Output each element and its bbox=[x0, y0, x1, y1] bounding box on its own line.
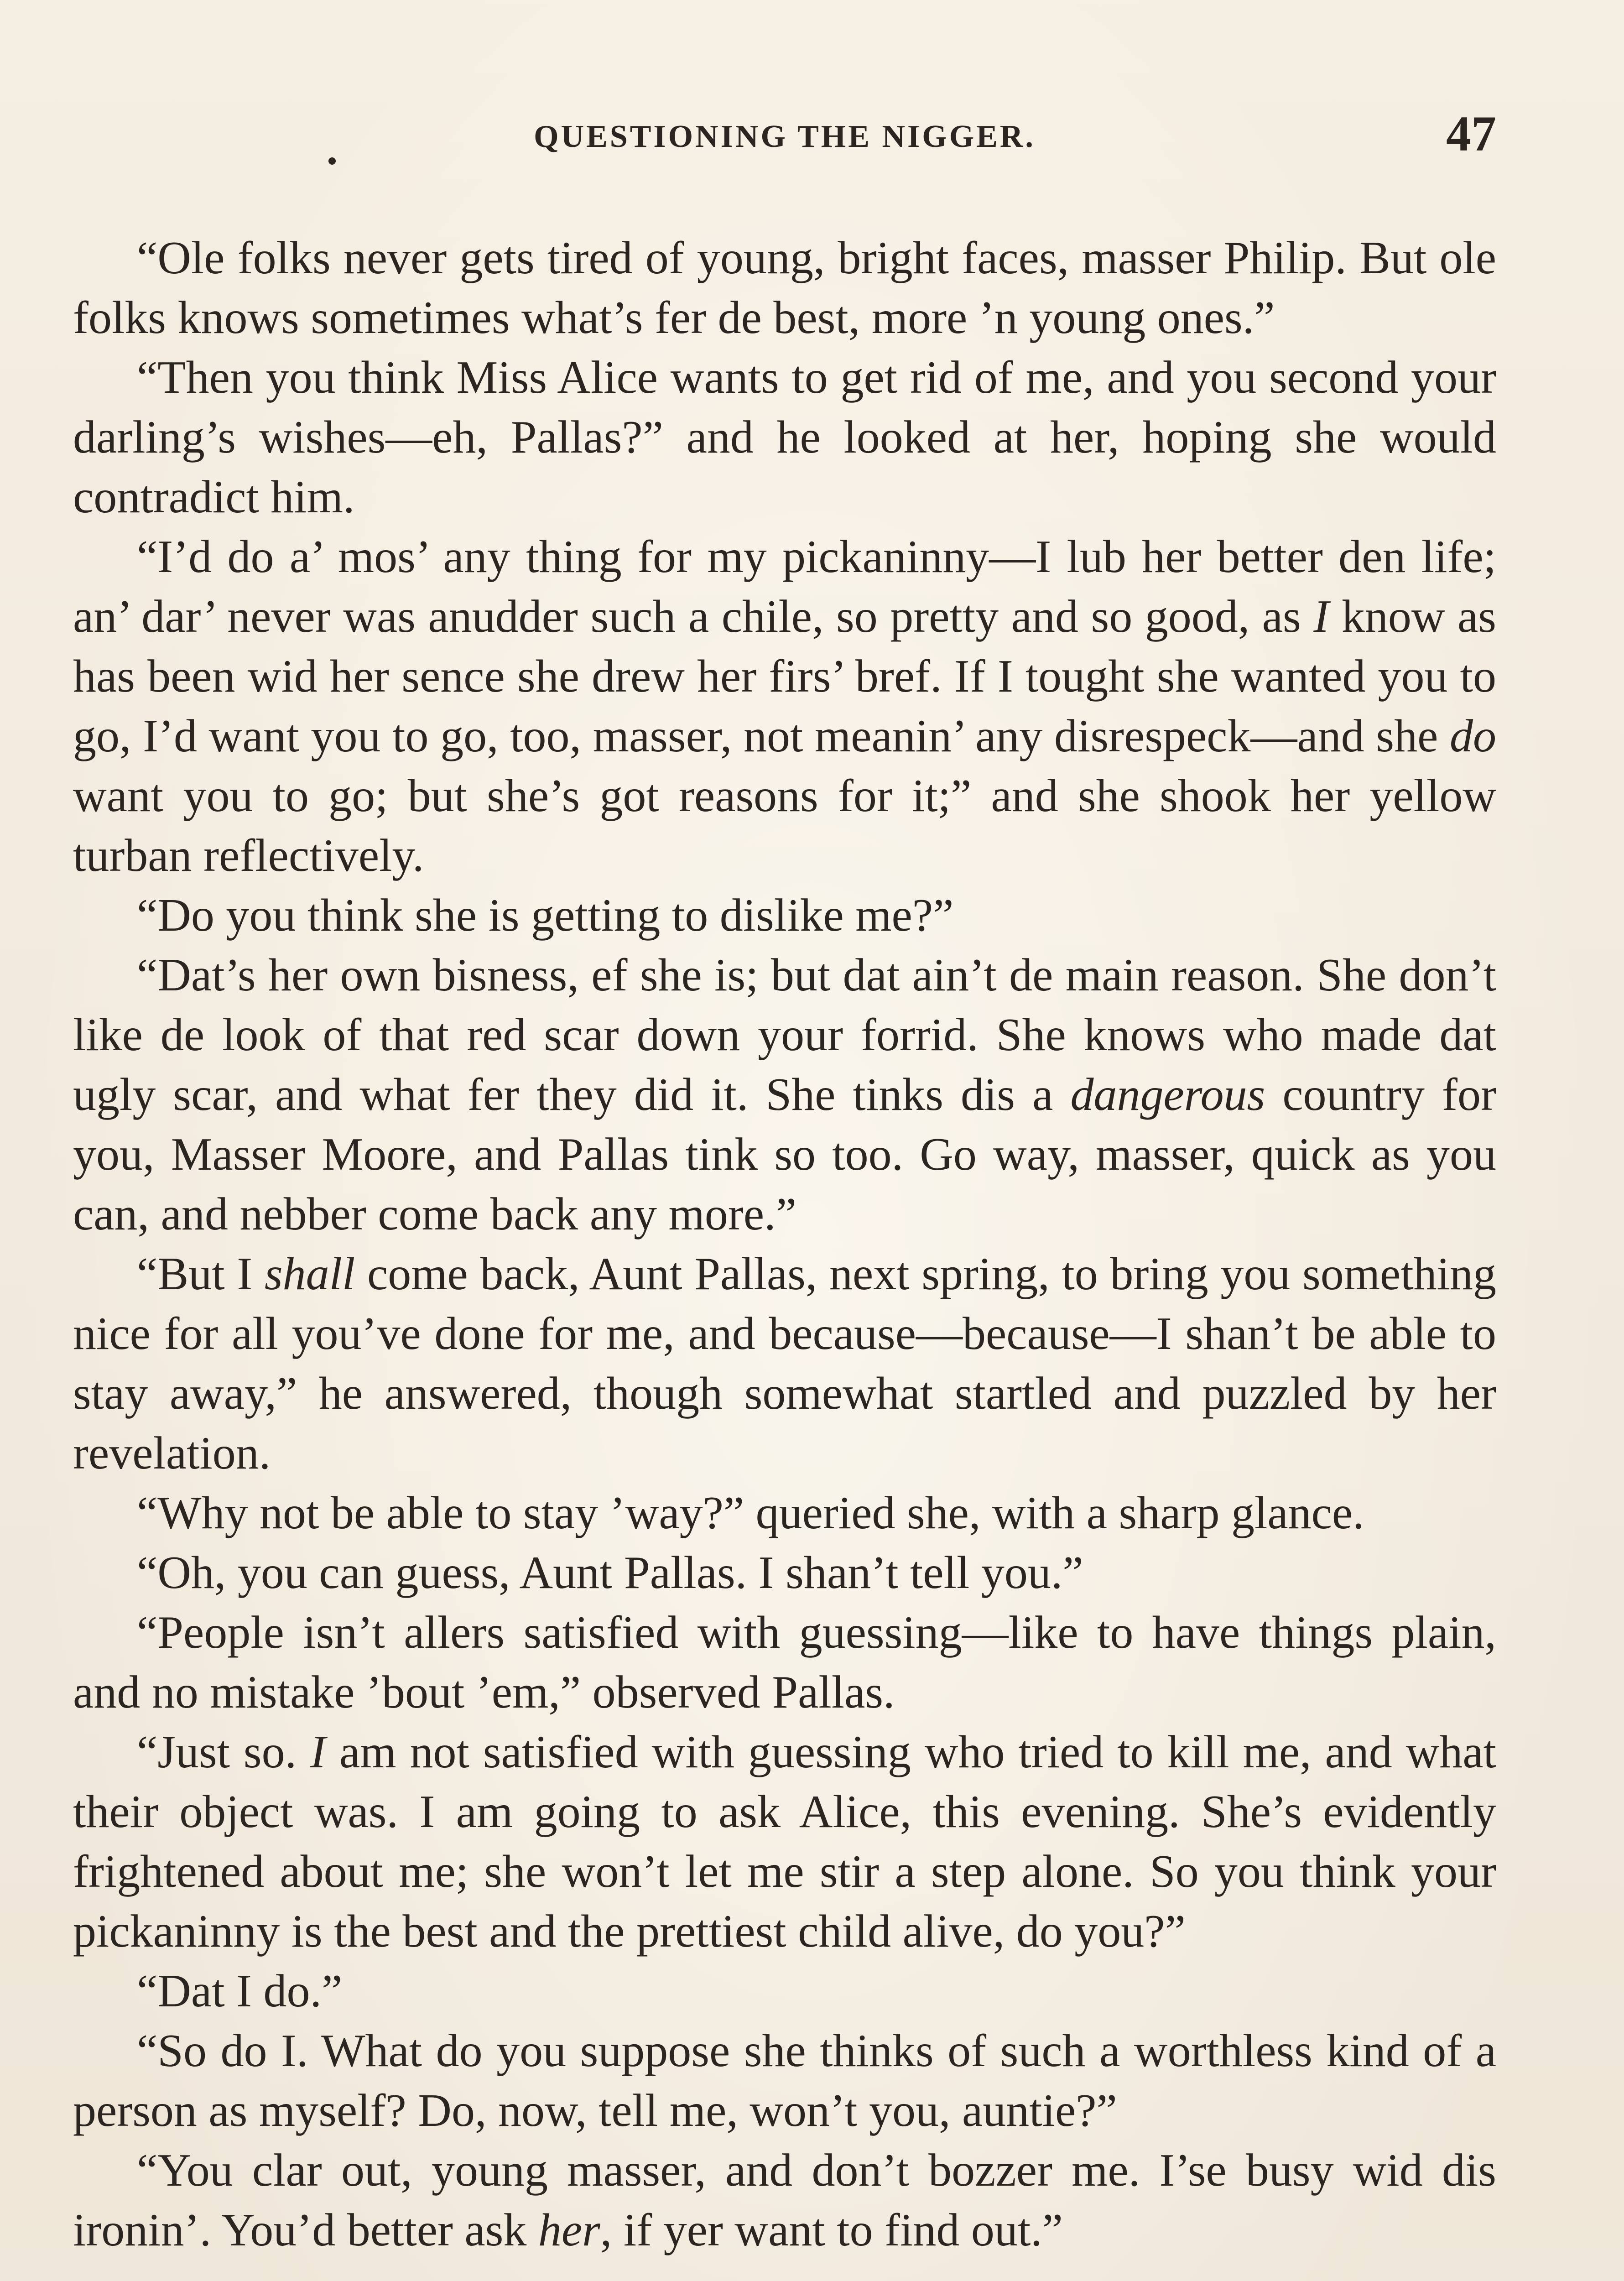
paragraph bbox=[73, 1483, 1496, 1543]
text-run: “But I bbox=[137, 1248, 265, 1300]
text-run: “Dat I do.” bbox=[137, 1965, 343, 2017]
paragraph bbox=[73, 885, 1496, 945]
text-run: come back, Aunt Pallas, next spring, to bring you something nice for all you’ve done for me, and because—because—I shan’t be able to stay away,” he answered, though somewhat startled and puzzled by her revelation. bbox=[73, 1248, 1496, 1479]
emphasized-text: do bbox=[1450, 710, 1496, 762]
text-run: “Ole folks never gets tired of young, bright faces, masser Philip. But ole folks knows sometimes what’s fer de best, more ’n young ones.” bbox=[73, 232, 1496, 344]
paragraph bbox=[73, 2021, 1496, 2140]
text-run: “Oh, you can guess, Aunt Pallas. I shan’t tell you.” bbox=[137, 1547, 1083, 1599]
emphasized-text: dangerous bbox=[1070, 1069, 1265, 1120]
text-run: country for you, Masser Moore, and Pallas tink so too. Go way, masser, quick as you can, and nebber come back any more.” bbox=[73, 1069, 1496, 1240]
text-run: “Dat’s her own bisness, ef she is; but dat ain’t de main reason. She don’t like de look of that red scar down your forrid. She knows who made dat ugly scar, and what fer they did it. She tinks dis a bbox=[73, 949, 1496, 1120]
emphasized-text: shall bbox=[264, 1248, 355, 1300]
text-run: “People isn’t allers satisfied with guessing—like to have things plain, and no mistake ’bout ’em,” observed Pallas. bbox=[73, 1607, 1496, 1718]
paragraph bbox=[73, 1961, 1496, 2021]
body-text bbox=[73, 228, 1496, 2260]
text-run: “Do you think she is getting to dislike me?” bbox=[137, 890, 954, 941]
text-run: “Then you think Miss Alice wants to get rid of me, and you second your darling’s wishes—eh, Pallas?” and he looked at her, hoping she would contradict him. bbox=[73, 352, 1496, 523]
text-run: “You clar out, young masser, and don’t bozzer me. I’se busy wid dis ironin’. You’d better ask bbox=[73, 2145, 1496, 2256]
text-run: want you to go; but she’s got reasons for it;” and she shook her yellow turban reflectively. bbox=[73, 770, 1496, 881]
page-header bbox=[73, 105, 1496, 173]
text-run: “I’d do a’ mos’ any thing for my pickaninny—I lub her better den life; an’ dar’ never was anudder such a chile, so pretty and so good, as bbox=[73, 531, 1496, 642]
page-number: 47 bbox=[1446, 106, 1496, 161]
emphasized-text: her bbox=[538, 2204, 600, 2256]
text-run: am not satisfied with guessing who tried to kill me, and what their object was. I am going to ask Alice, this evening. She’s evidently frightened about me; she won’t let me stir a step alone. So you think your pickaninny is the best and the prettiest child alive, do you?” bbox=[73, 1726, 1496, 1957]
paragraph bbox=[73, 1543, 1496, 1603]
emphasized-text: I bbox=[1313, 591, 1329, 642]
header-ornament-dot bbox=[328, 157, 336, 165]
text-run: , if yer want to find out.” bbox=[600, 2204, 1063, 2256]
paragraph bbox=[73, 945, 1496, 1244]
paragraph bbox=[73, 228, 1496, 348]
paragraph bbox=[73, 1244, 1496, 1483]
paragraph bbox=[73, 1603, 1496, 1722]
text-run: “So do I. What do you suppose she thinks of such a worthless kind of a person as myself? Do, now, tell me, won’t you, auntie?” bbox=[73, 2025, 1496, 2136]
paragraph bbox=[73, 2140, 1496, 2260]
running-head: QUESTIONING THE NIGGER. bbox=[534, 119, 1036, 154]
paragraph bbox=[73, 348, 1496, 527]
text-run: “Why not be able to stay ’way?” queried she, with a sharp glance. bbox=[137, 1487, 1364, 1539]
text-run: know as has been wid her sence she drew her firs’ bref. If I tought she wanted you to go, I’d want you to go, too, masser, not meanin’ any disrespeck—and she bbox=[73, 591, 1496, 762]
paragraph bbox=[73, 527, 1496, 885]
emphasized-text: I bbox=[310, 1726, 326, 1778]
paragraph bbox=[73, 1722, 1496, 1961]
text-run: “Just so. bbox=[137, 1726, 311, 1778]
